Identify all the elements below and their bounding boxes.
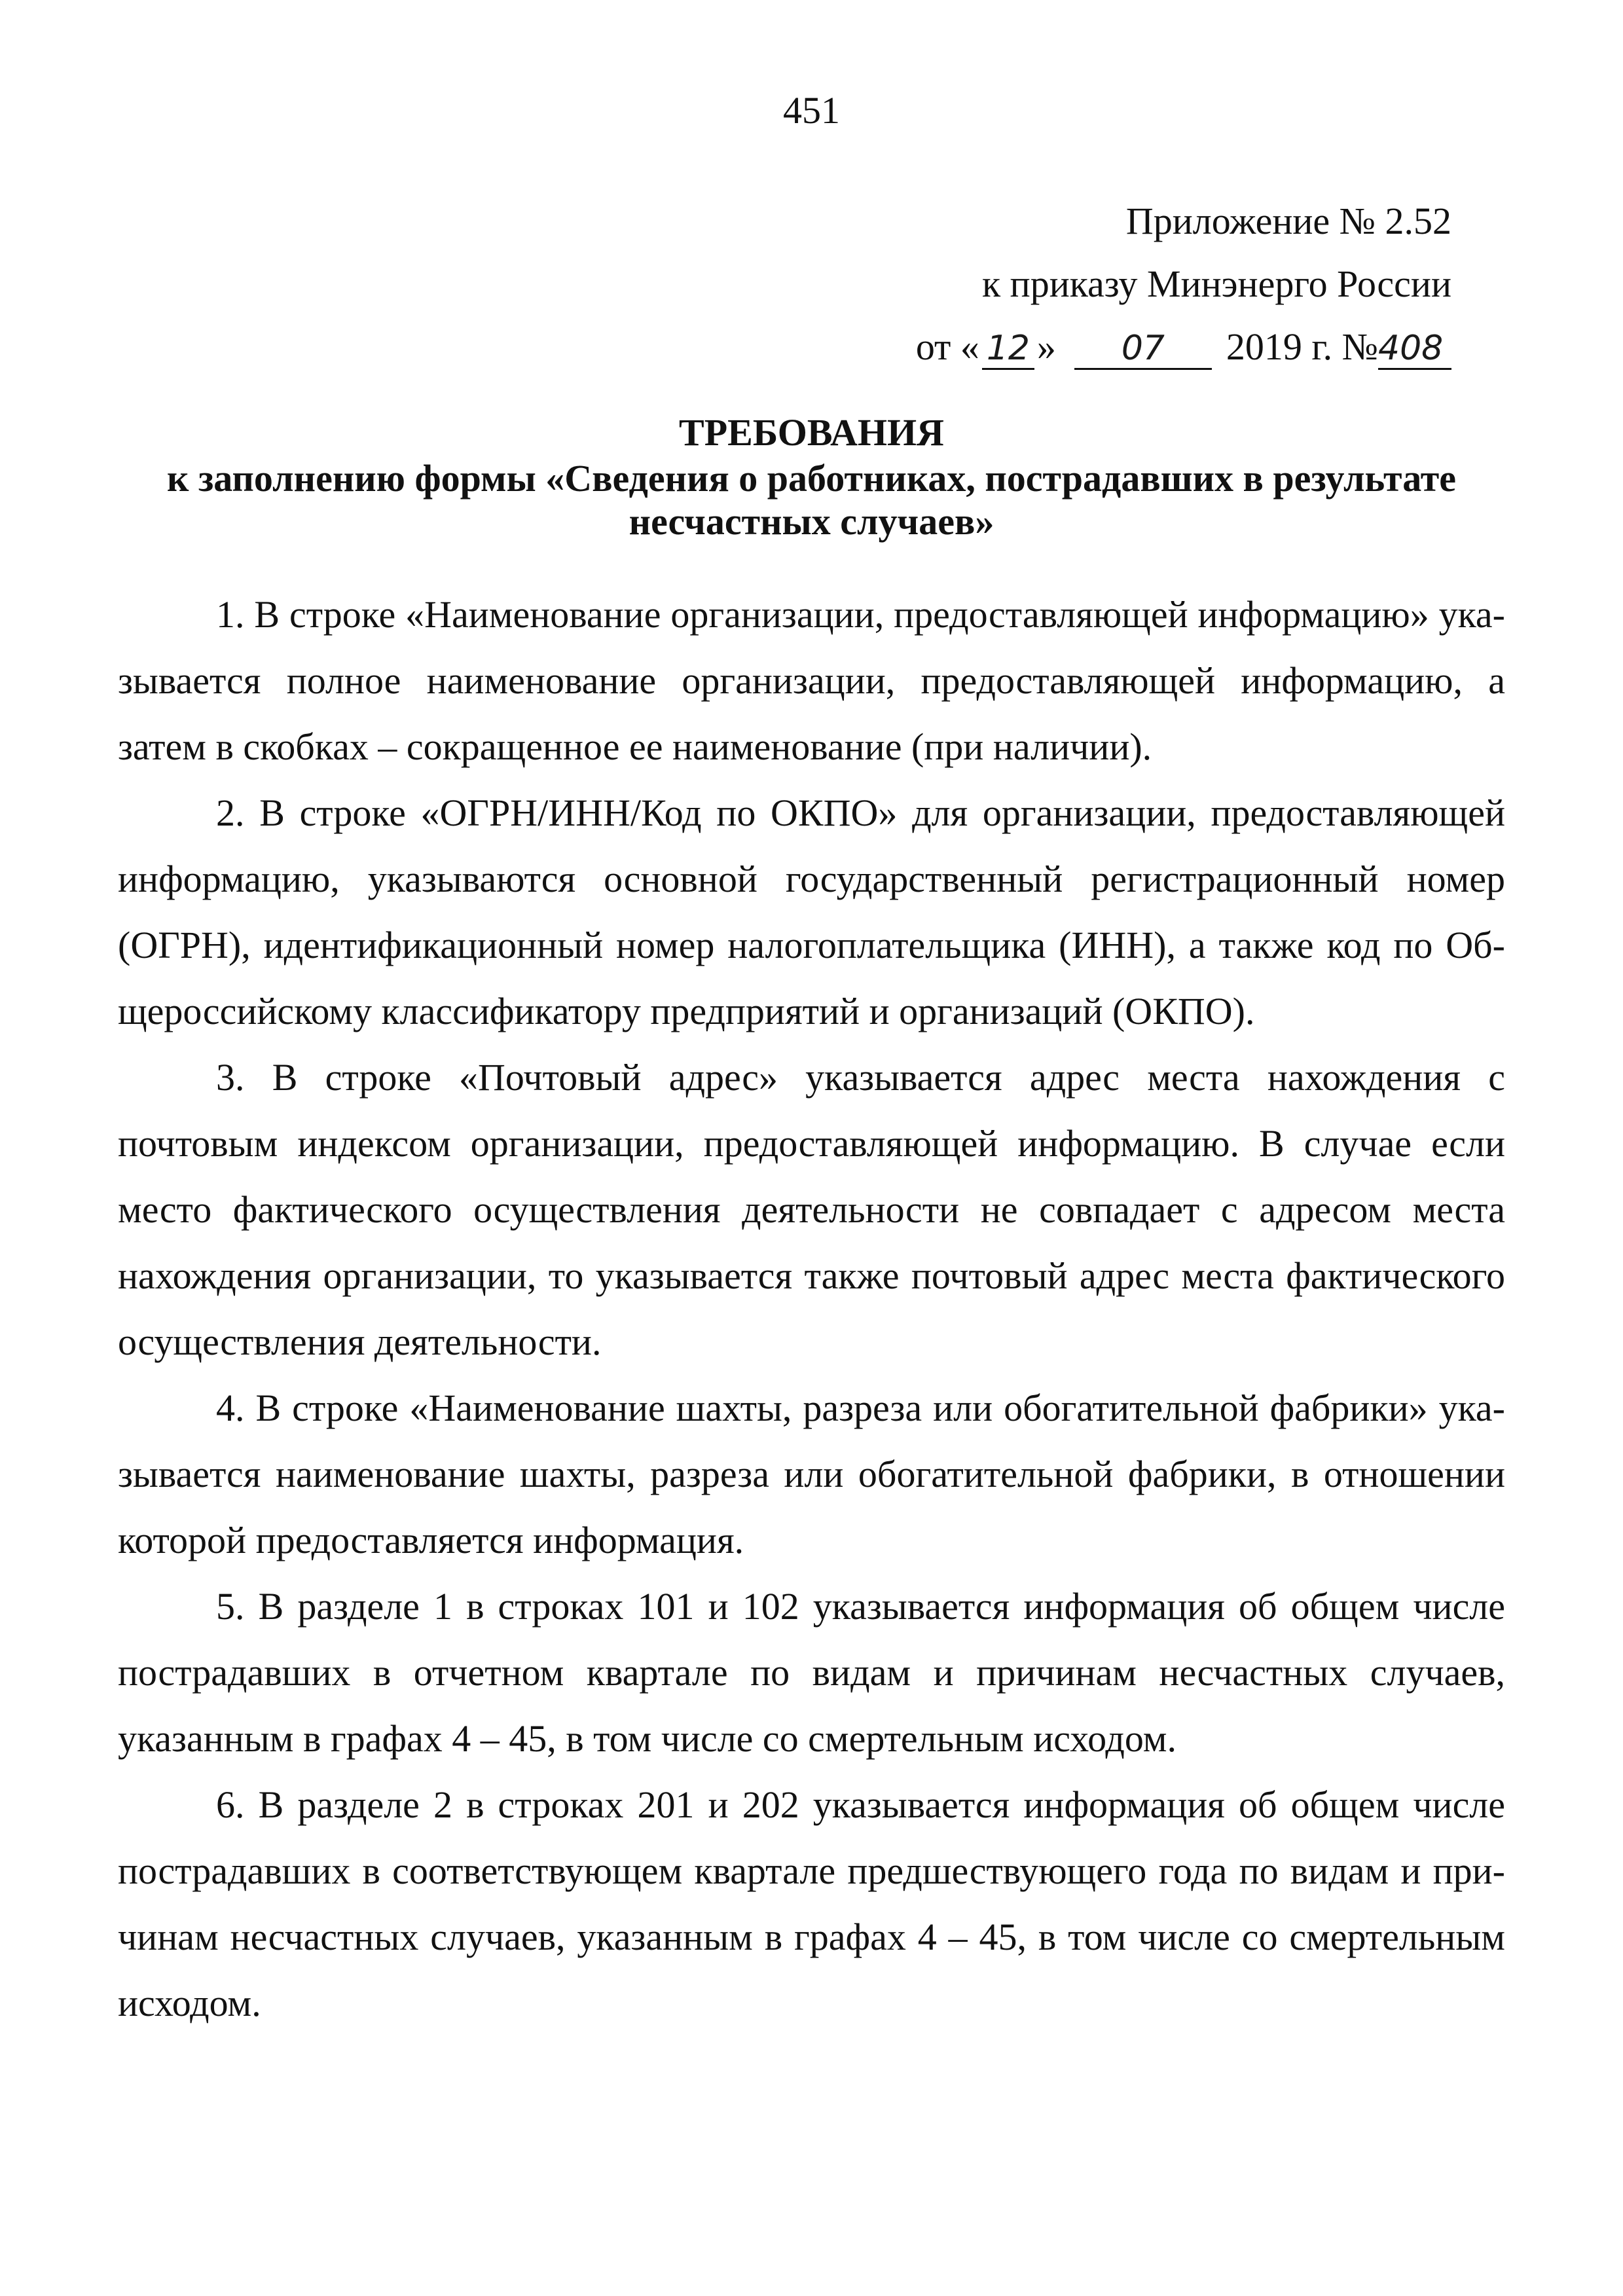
appendix-date-line bbox=[916, 316, 1451, 378]
paragraph-3: 3. В строке «Почтовый адрес» указывается адрес места нахождения с почтовым индексом организации, предоставляющей информацию. В случае если место фактического осуществления деятельности не совпадает с адресом места нахождения организации, то указывается также почтовый адрес места фактического осуществления деятельности. bbox=[118, 1056, 1505, 1363]
paragraph-5: 5. В разделе 1 в строках 101 и 102 указывается информация об общем числе пострадавших в отчетном квартале по видам и причинам несчастных случаев, указанным в графах 4 – 45, в том числе со смертельным исходом. bbox=[118, 1585, 1505, 1760]
date-close-quote: » bbox=[1036, 325, 1056, 368]
title-heading: ТРЕБОВАНИЯ bbox=[679, 411, 944, 454]
document-body bbox=[118, 581, 1505, 2036]
appendix-title: Приложение № 2.52 bbox=[1125, 200, 1451, 242]
handwritten-day: 12 bbox=[982, 331, 1034, 370]
paragraph-6: 6. В разделе 2 в строках 201 и 202 указывается информация об общем числе пострадавших в соответствующем квартале предшествующего года по видам и причинам несчастных случаев, указанным в графах 4 – 45, в том числе со смертельным исходом. bbox=[118, 1783, 1505, 2024]
document-title bbox=[118, 411, 1505, 543]
appendix-header bbox=[916, 190, 1451, 378]
handwritten-order-number: 408 bbox=[1378, 331, 1451, 370]
paragraph-2: 2. В строке «ОГРН/ИНН/Код по ОКПО» для организации, предоставляющей информацию, указываются основной государственный регистрационный номер (ОГРН), идентификационный номер налогоплательщика (ИНН), а также код по Общероссийскому классификатору предприятий и организаций (ОКПО). bbox=[118, 792, 1505, 1032]
page-number: 451 bbox=[783, 89, 840, 132]
title-subheading: к заполнению формы «Сведения о работниках, пострадавших в результате несчастных случаев» bbox=[167, 457, 1456, 543]
date-prefix: от « bbox=[915, 325, 979, 368]
appendix-order-ref: к приказу Минэнерго России bbox=[982, 263, 1451, 305]
paragraph-4: 4. В строке «Наименование шахты, разреза или обогатительной фабрики» указывается наименование шахты, разреза или обогатительной фабрики, в отношении которой предоставляется информация. bbox=[118, 1387, 1505, 1561]
paragraph-1: 1. В строке «Наименование организации, предоставляющей информацию» указывается полное наименование организации, предоставляющей информацию, а затем в скобках – сокращенное ее наименование (при наличии). bbox=[118, 593, 1505, 768]
handwritten-month: 07 bbox=[1074, 331, 1212, 370]
year-and-number-label: 2019 г. № bbox=[1226, 325, 1378, 368]
